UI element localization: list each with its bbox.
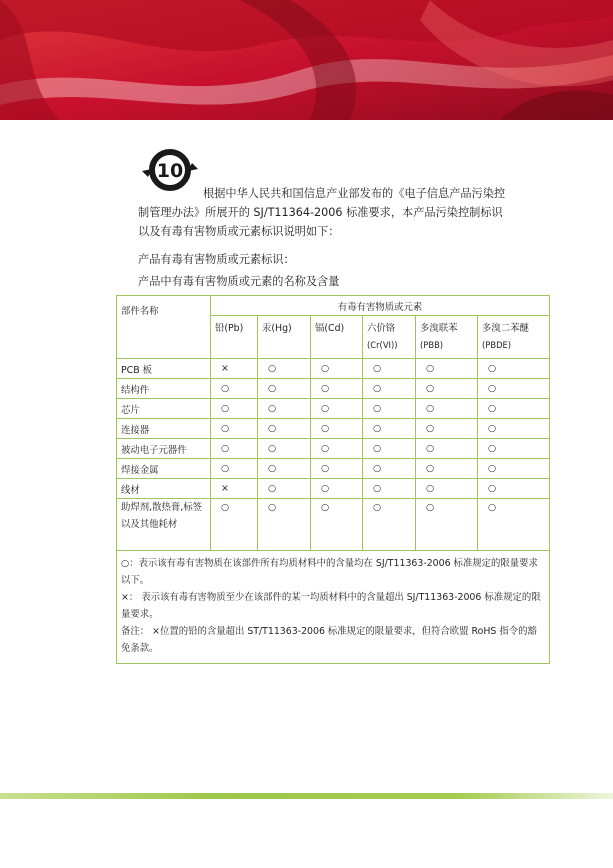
table-note: ×： 表示该有毒有害物质至少在该部件的某一均质材料中的含量超出 SJ/T11363-2006 标准规定的限量要求。 — [121, 592, 541, 620]
marking-heading: 产品有毒有害物质或元素标识： — [138, 253, 295, 266]
part-name-cell: 助焊剂,散热膏,标签以及其他耗材 — [117, 499, 211, 551]
substance-mark-cell: ○ — [311, 399, 363, 419]
part-name-cell: 结构件 — [117, 379, 211, 399]
substance-mark-cell: ○ — [478, 479, 550, 499]
substance-mark-cell: ○ — [478, 459, 550, 479]
table-row — [117, 439, 550, 459]
substance-mark-cell: ○ — [416, 399, 478, 419]
substance-mark-cell: ○ — [363, 419, 416, 439]
table-row — [117, 399, 550, 419]
substance-mark-cell: × — [211, 479, 258, 499]
substance-mark-cell: ○ — [311, 499, 363, 551]
substance-mark-cell: ○ — [478, 439, 550, 459]
substance-mark-cell: ○ — [258, 479, 311, 499]
header-banner — [0, 0, 613, 120]
substance-column-header — [258, 316, 311, 359]
substance-mark-cell: ○ — [416, 479, 478, 499]
table-note: ○：表示该有毒有害物质在该部件所有均质材料中的含量均在 SJ/T11363-2006 标准规定的限量要求以下。 — [121, 558, 538, 586]
table-note: 备注： ×位置的铅的含量超出 ST/T11363-2006 标准规定的限量要求，但符合欧盟 RoHS 指令的豁免条款。 — [121, 626, 537, 654]
svg-text:10: 10 — [156, 160, 184, 182]
substances-heading: 产品中有毒有害物质或元素的名称及含量 — [138, 275, 340, 288]
intro-line-2: 制管理办法》所展开的 SJ/T11364-2006 标准要求，本产品污染控制标识 — [138, 206, 503, 219]
substance-mark-cell: ○ — [211, 379, 258, 399]
part-name-cell: 芯片 — [117, 399, 211, 419]
substance-mark-cell: ○ — [211, 399, 258, 419]
substance-mark-cell: ○ — [363, 379, 416, 399]
substance-symbol: (PBB) — [420, 340, 444, 350]
substance-column-header — [478, 316, 550, 359]
part-name-cell: 焊接金属 — [117, 459, 211, 479]
intro-line-1: 根据中华人民共和国信息产业部发布的《电子信息产品污染控 — [203, 187, 506, 200]
substance-mark-cell: ○ — [258, 359, 311, 379]
substance-mark-cell: ○ — [211, 439, 258, 459]
intro-line-3: 以及有毒有害物质或元素标识说明如下： — [138, 225, 340, 238]
substance-mark-cell: ○ — [478, 399, 550, 419]
substance-mark-cell: ○ — [363, 479, 416, 499]
substance-mark-cell: ○ — [478, 379, 550, 399]
substance-group-header: 有毒有害物质或元素 — [211, 296, 550, 316]
table-notes — [117, 551, 550, 664]
table-row — [117, 379, 550, 399]
substance-mark-cell: ○ — [363, 499, 416, 551]
substance-column-header — [211, 316, 258, 359]
substance-mark-cell: ○ — [311, 459, 363, 479]
part-name-cell: 被动电子元器件 — [117, 439, 211, 459]
substance-name: 镉(Cd) — [315, 323, 345, 334]
substance-mark-cell: ○ — [478, 499, 550, 551]
table-row — [117, 419, 550, 439]
substance-mark-cell: × — [211, 359, 258, 379]
footer-green-bar — [0, 793, 613, 799]
substance-mark-cell: ○ — [416, 499, 478, 551]
substance-column-header — [311, 316, 363, 359]
part-name-cell: PCB 板 — [117, 359, 211, 379]
table-row — [117, 359, 550, 379]
substance-mark-cell: ○ — [311, 419, 363, 439]
table-row — [117, 479, 550, 499]
substance-symbol: (PBDE) — [482, 340, 512, 350]
substance-mark-cell: ○ — [211, 499, 258, 551]
substance-mark-cell: ○ — [478, 359, 550, 379]
red-ribbon-artwork — [0, 0, 613, 120]
substance-mark-cell: ○ — [416, 459, 478, 479]
table-row — [117, 459, 550, 479]
substance-mark-cell: ○ — [311, 439, 363, 459]
substance-mark-cell: ○ — [416, 439, 478, 459]
substance-name: 六价铬 — [367, 323, 396, 334]
substance-column-header — [416, 316, 478, 359]
substance-name: 多溴二苯醚 — [482, 323, 529, 334]
part-name-header: 部件名称 — [117, 296, 211, 359]
table-row — [117, 499, 550, 551]
substance-mark-cell: ○ — [478, 419, 550, 439]
substance-mark-cell: ○ — [258, 399, 311, 419]
substance-mark-cell: ○ — [211, 459, 258, 479]
hazardous-substances-table-container — [116, 295, 549, 664]
substance-mark-cell: ○ — [363, 399, 416, 419]
substance-mark-cell: ○ — [258, 419, 311, 439]
substance-mark-cell: ○ — [416, 359, 478, 379]
substance-mark-cell: ○ — [363, 359, 416, 379]
substance-mark-cell: ○ — [311, 359, 363, 379]
substance-mark-cell: ○ — [311, 479, 363, 499]
substance-mark-cell: ○ — [363, 459, 416, 479]
substance-mark-cell: ○ — [258, 379, 311, 399]
substance-name: 汞(Hg) — [262, 323, 292, 334]
substance-mark-cell: ○ — [311, 379, 363, 399]
intro-paragraph — [138, 184, 548, 241]
substance-mark-cell: ○ — [258, 439, 311, 459]
substance-mark-cell: ○ — [258, 499, 311, 551]
substance-name: 铅(Pb) — [215, 323, 244, 334]
substance-mark-cell: ○ — [416, 379, 478, 399]
hazardous-substances-table — [116, 295, 550, 664]
substance-mark-cell: ○ — [211, 419, 258, 439]
part-name-cell: 线材 — [117, 479, 211, 499]
substance-mark-cell: ○ — [416, 419, 478, 439]
substance-symbol: (Cr(VI)) — [367, 340, 398, 350]
substance-mark-cell: ○ — [363, 439, 416, 459]
substance-name: 多溴联苯 — [420, 323, 458, 334]
substance-column-header — [363, 316, 416, 359]
substance-mark-cell: ○ — [258, 459, 311, 479]
part-name-cell: 连接器 — [117, 419, 211, 439]
